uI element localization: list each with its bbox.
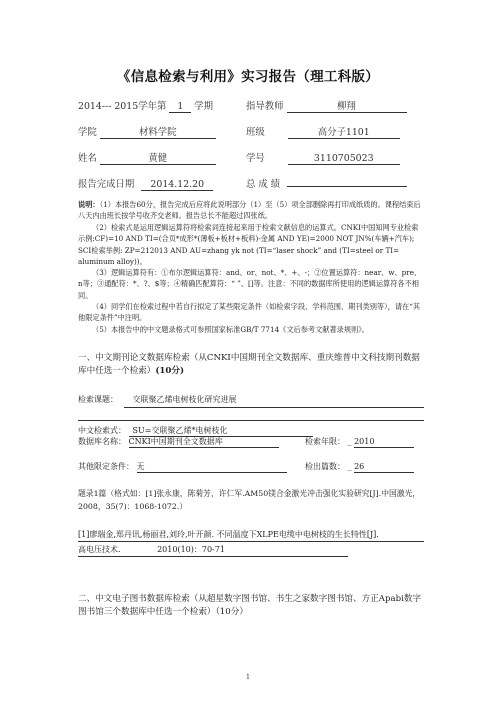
class-row — [246, 124, 400, 139]
section-1-heading: 一、中文期刊论文数据库检索（从CNKI中国期刊全文数据库、重庆维普中文科技期刊数据库中任选一个检索）(10分) — [78, 353, 420, 376]
section-1-score: (10分) — [155, 366, 185, 376]
semester-value: 1 — [169, 101, 191, 113]
name-label: 姓名 — [78, 153, 97, 164]
record-journal: 高电压技术. — [78, 545, 121, 554]
date-row — [78, 176, 213, 191]
instructor-row — [246, 98, 407, 113]
years-value: 2010 — [354, 436, 414, 448]
record-line-1: [1]廖瑞金,郑丹讯,杨丽君,刘玲,叶开颜. 不同温度下XLPE电缆中电树枝的生长特性[J]. — [78, 530, 379, 539]
record-underline-2 — [78, 556, 348, 557]
topic-row — [78, 394, 237, 405]
count-row — [305, 461, 414, 473]
name-value: 黄健 — [100, 153, 216, 165]
topic-value: 交联聚乙烯电树枝化研究进展 — [132, 395, 237, 404]
database-label: 数据库名称： — [78, 437, 126, 446]
years-row — [305, 436, 414, 448]
student-id-label: 学号 — [246, 153, 265, 164]
other-condition-label: 其他限定条件： — [78, 462, 134, 471]
date-label: 报告完成日期 — [78, 179, 135, 190]
years-prefix: _ — [347, 437, 352, 446]
record-issue: 2010(10)：70-71 — [157, 545, 225, 554]
topic-label: 检索课题： — [78, 395, 118, 404]
note-4: （4）同学们在检索过程中若自行拟定了某些限定条件（如检索字段、学科范围、期刊类别等），请在“其他限定条件”中注明。 — [78, 302, 421, 323]
topic-underline — [124, 407, 424, 408]
query-label: 中文检索式： — [78, 426, 126, 435]
instructor-label: 指导教师 — [246, 101, 284, 112]
note-2: （2）检索式是运用逻辑运算符将检索词连接起来用于检索文献信息的运算式。CNKI中国知网专业检索示例:CF)=10 AND TI=(合页*成形*(薄板+板材+板料)-金属 AND YE)=2000 NOT JN%(车辆+汽车); SCI检索举例: ZP=212013 AND AU=zhang yk not (TI=“laser shock” and (TI=steel or TI= aluminum alloy))。 — [78, 223, 419, 266]
count-prefix: _ — [347, 462, 352, 471]
section-2-score: （10分） — [215, 607, 248, 617]
score-row — [246, 176, 407, 190]
section-2-heading: 二、中文电子图书数据库检索（从超星数字图书馆、书生之家数字图书馆、方正Apabi数字图书馆三个数据库中任选一个检索）（10分） — [78, 594, 422, 617]
query-value: SU=交联聚乙烯*电树枝化 — [129, 425, 313, 437]
report-title: 《信息检索与利用》实习报告（理工科版） — [116, 69, 380, 85]
notes-label: 说明： — [78, 200, 100, 209]
other-condition-row — [78, 461, 287, 473]
topic-underline-2 — [78, 420, 424, 421]
record-line-2 — [78, 544, 225, 555]
count-value: 26 — [354, 461, 414, 473]
other-condition-value: 无 — [137, 461, 287, 473]
record-underline-1 — [78, 541, 424, 542]
date-value: 2014.12.20 — [141, 179, 213, 191]
note-5: （5）本报告中的中文题录格式可参照国家标准GB/T 7714《文后参考文献著录规则》。 — [92, 325, 369, 334]
name-row — [78, 150, 216, 165]
class-value: 高分子1101 — [288, 127, 400, 139]
page-number: 1 — [245, 673, 251, 681]
college-value: 材料学院 — [100, 127, 216, 139]
score-label: 总 成 绩 — [246, 179, 281, 190]
record-format-example: 题录1篇（格式如：[1]张永康，陈菊芳，许仁军.AM50镁合金激光冲击强化实验研究[J].中国激光，2008，35(7)：1068-1072.） — [78, 489, 421, 511]
years-label: 检索年限： — [305, 437, 345, 446]
year-range: 2014--- 2015学年第 — [78, 101, 167, 112]
database-row — [78, 436, 279, 448]
instructor-value: 柳翔 — [287, 101, 407, 113]
score-value — [287, 186, 407, 187]
note-3: （3）逻辑运算符有：①布尔逻辑运算符：and、or、not、*、+、-；②位置运算符：near、w、pre、n等；③通配符：*、?、$等；④精确匹配算符：“ ”、[]等。注意：不同的数据库所使用的逻辑运算符各不相同。 — [78, 268, 422, 300]
student-id-value: 3110705023 — [288, 153, 400, 165]
semester-suffix: 学期 — [194, 101, 214, 112]
class-label: 班级 — [246, 127, 265, 138]
student-id-row — [246, 150, 400, 165]
note-1: 说明：（1）本报告60分，报告完成后应将此说明部分（1）至（5）项全部删除再打印成纸质的。课程结束后八天内由班长按学号收齐交老师。报告总长不能超过四张纸。 — [78, 200, 421, 221]
semester-row — [78, 98, 213, 113]
count-label: 检出篇数： — [305, 462, 345, 471]
database-value: CNKI中国期刊全文数据库 — [129, 436, 279, 448]
college-label: 学院 — [78, 127, 97, 138]
college-row — [78, 124, 216, 139]
